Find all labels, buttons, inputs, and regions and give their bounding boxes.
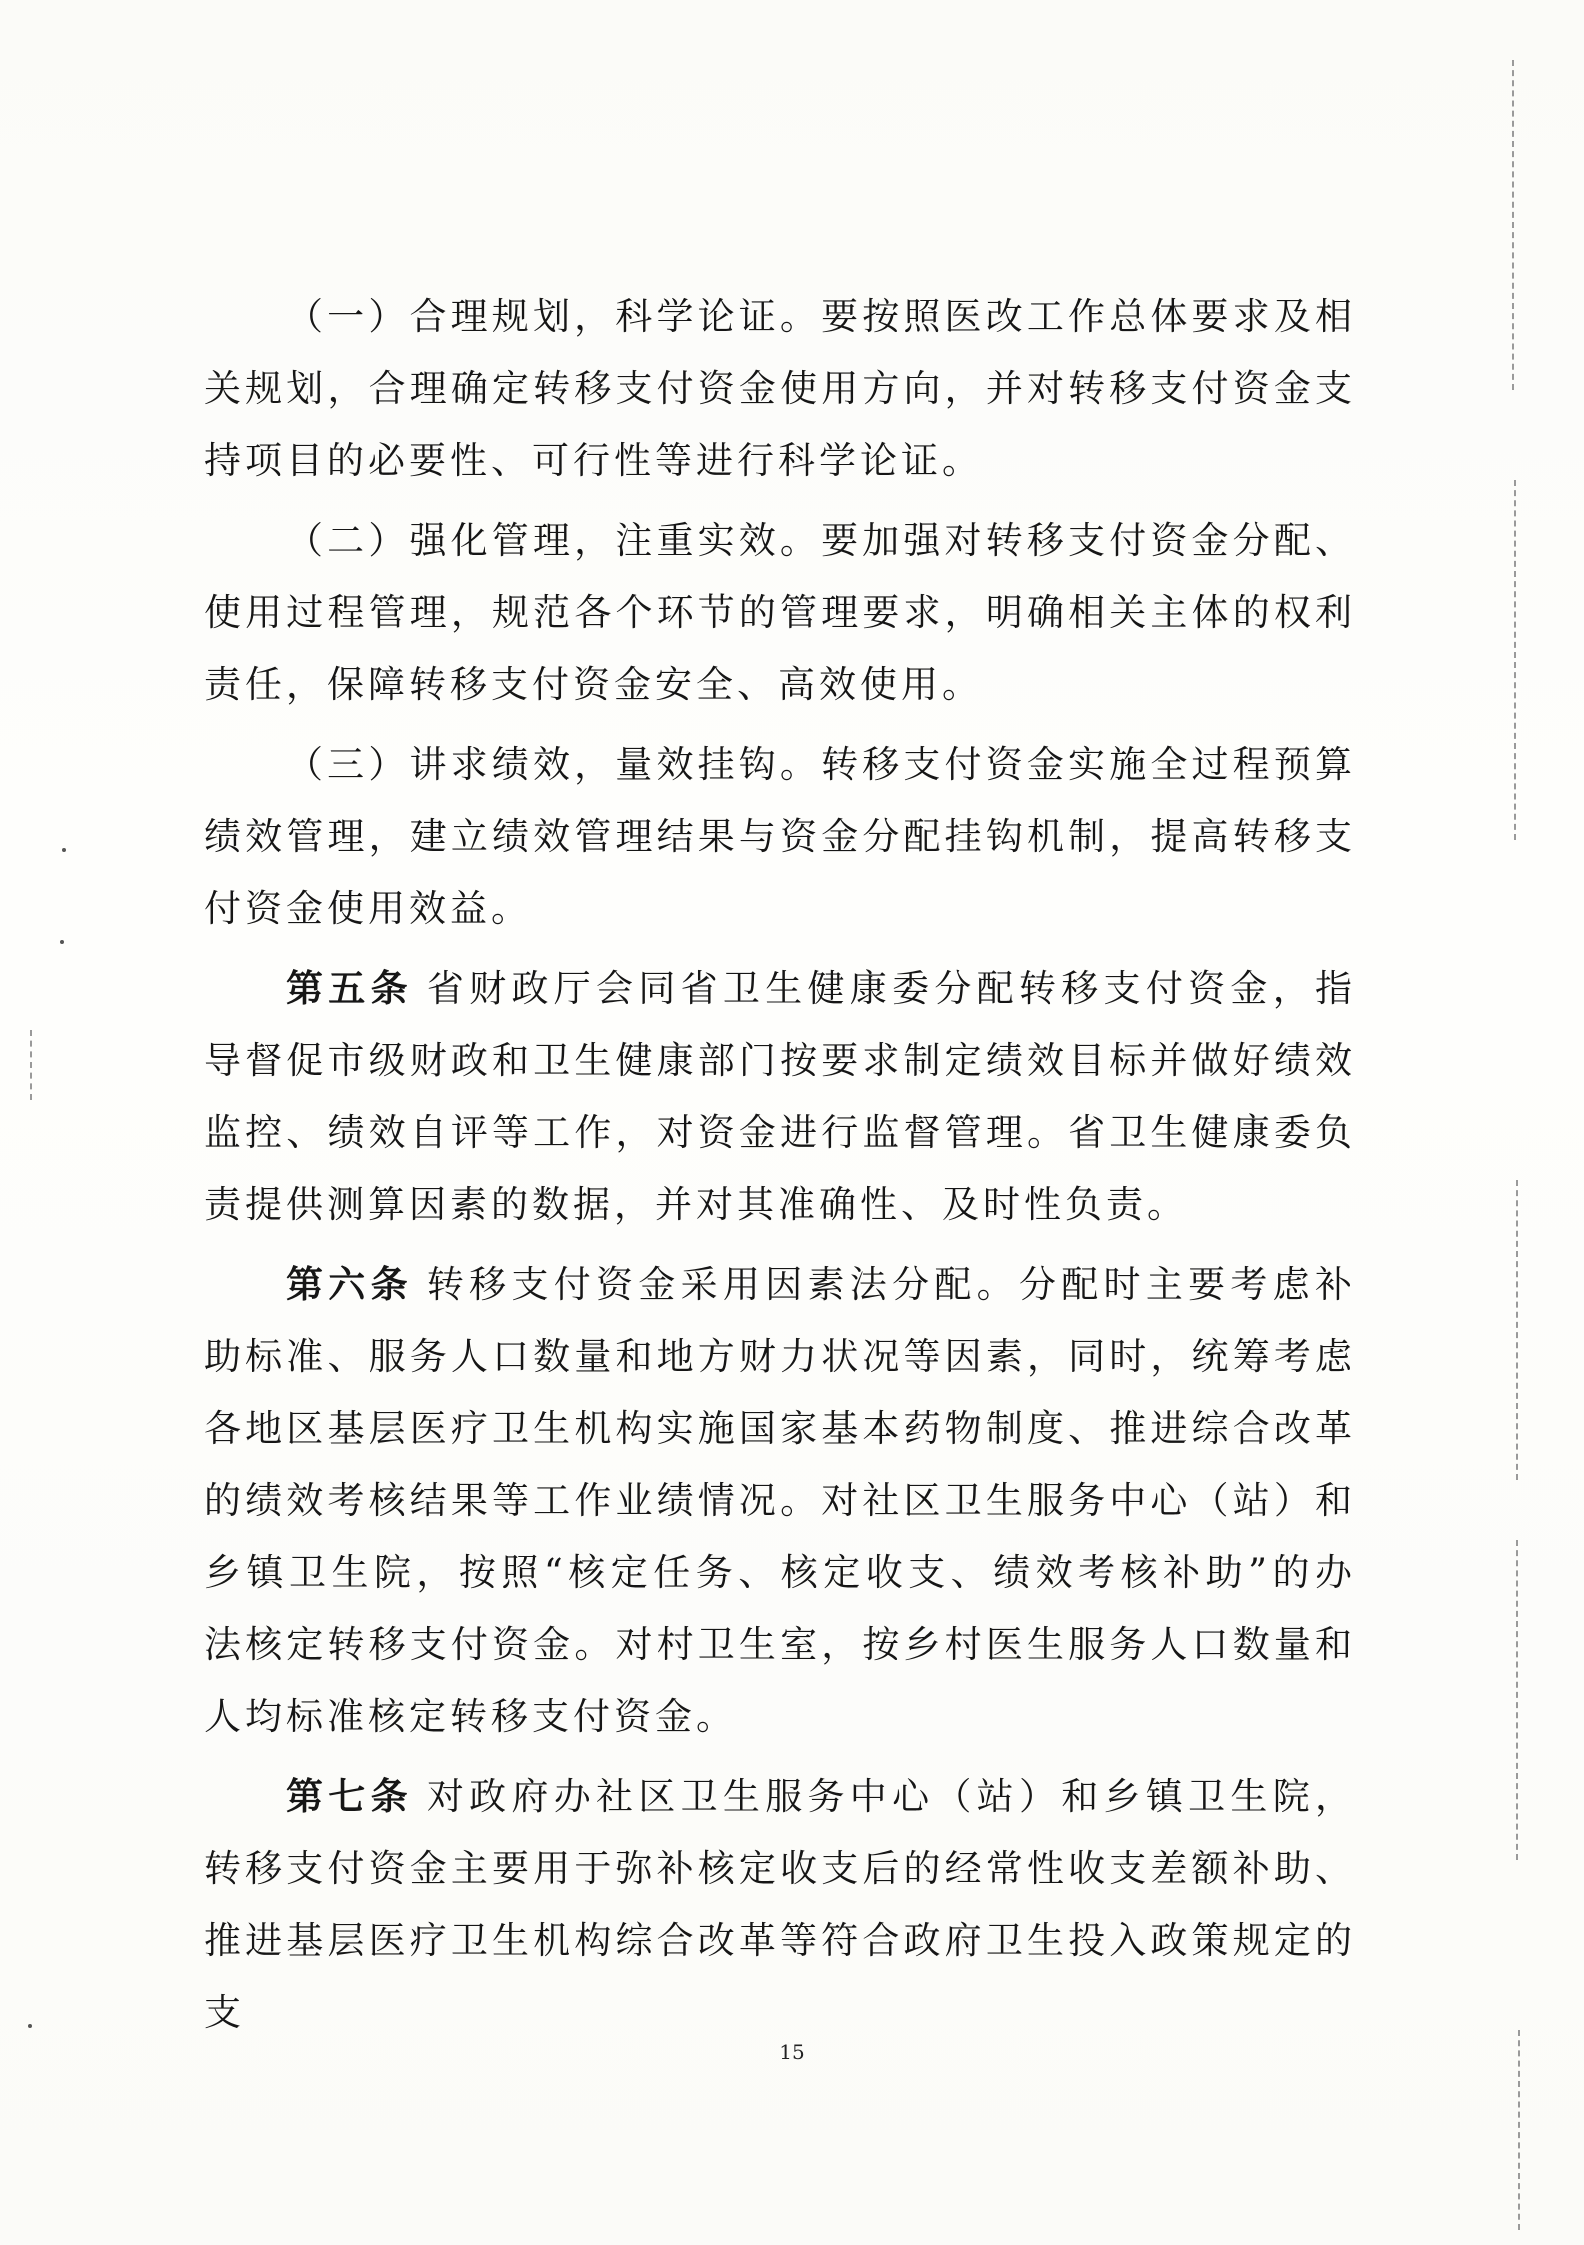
article-title: 第七条 xyxy=(286,1774,413,1818)
paragraph-text: （一）合理规划，科学论证。要按照医改工作总体要求及相关规划，合理确定转移支付资金使用方向，并对转移支付资金支持项目的必要性、可行性等进行科学论证。 xyxy=(204,295,1356,482)
paragraph-article-5 xyxy=(204,952,1356,1241)
scan-edge-line xyxy=(1514,480,1516,840)
page-number: 15 xyxy=(779,2040,805,2064)
paragraph-principle-2 xyxy=(204,504,1356,721)
scan-edge-line xyxy=(1512,60,1514,390)
paragraph-text: 转移支付资金采用因素法分配。分配时主要考虑补助标准、服务人口数量和地方财力状况等因素，同时，统筹考虑各地区基层医疗卫生机构实施国家基本药物制度、推进综合改革的绩效考核结果等工作业绩情况。对社区卫生服务中心（站）和乡镇卫生院，按照“核定任务、核定收支、绩效考核补助”的办法核定转移支付资金。对村卫生室，按乡村医生服务人口数量和人均标准核定转移支付资金。 xyxy=(204,1263,1356,1738)
paragraph-principle-1 xyxy=(204,280,1356,497)
paragraph-text: 对政府办社区卫生服务中心（站）和乡镇卫生院，转移支付资金主要用于弥补核定收支后的经常性收支差额补助、推进基层医疗卫生机构综合改革等符合政府卫生投入政策规定的支 xyxy=(204,1775,1356,2034)
paragraph-principle-3 xyxy=(204,728,1356,945)
scan-edge-line xyxy=(1518,2030,1520,2230)
article-title: 第五条 xyxy=(286,966,413,1010)
scan-speck xyxy=(28,2024,32,2028)
article-title: 第六条 xyxy=(286,1262,413,1306)
paragraph-text: （三）讲求绩效，量效挂钩。转移支付资金实施全过程预算绩效管理，建立绩效管理结果与资金分配挂钩机制，提高转移支付资金使用效益。 xyxy=(204,743,1356,930)
paragraph-article-7 xyxy=(204,1760,1356,2049)
scan-edge-line xyxy=(30,1030,32,1100)
scan-edge-line xyxy=(1516,1540,1518,1860)
scan-speck xyxy=(62,848,66,852)
scan-speck xyxy=(60,940,64,944)
scan-edge-line xyxy=(1516,1180,1518,1480)
paragraph-text: 省财政厅会同省卫生健康委分配转移支付资金，指导督促市级财政和卫生健康部门按要求制定绩效目标并做好绩效监控、绩效自评等工作，对资金进行监督管理。省卫生健康委负责提供测算因素的数据，并对其准确性、及时性负责。 xyxy=(204,967,1356,1226)
paragraph-text: （二）强化管理，注重实效。要加强对转移支付资金分配、使用过程管理，规范各个环节的管理要求，明确相关主体的权利责任，保障转移支付资金安全、高效使用。 xyxy=(204,519,1356,706)
paragraph-article-6 xyxy=(204,1248,1356,1753)
document-body xyxy=(204,280,1356,2056)
